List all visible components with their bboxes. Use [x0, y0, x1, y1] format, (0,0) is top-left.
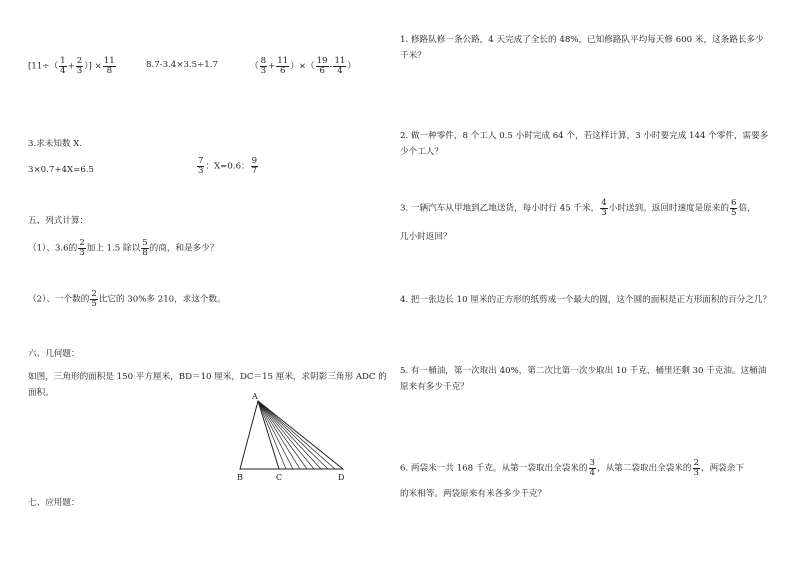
section-6-heading: 六、几何题：: [28, 349, 80, 359]
calc-expression-1: [11÷（ $\frac{1}{4}$ + $\frac{2}{3}$ ）] × $\frac{11}{8}$: [28, 56, 115, 76]
fraction: $\frac{11}{8}$: [103, 56, 115, 76]
question-5-2: （2）、一个数的 $\frac{2}{5}$ 比它的 30%多 210，求这个数。: [28, 289, 226, 309]
geometry-problem-text: 如图，三角形的面积是 150 平方厘米，BD＝10 厘米，DC＝15 厘米，求阴影三角形 ADC 的面积。: [28, 372, 387, 399]
section-5-heading: 五、列式计算：: [28, 216, 89, 226]
fraction: $\frac{6}{5}$: [731, 198, 737, 218]
section-7-heading: 七、应用题：: [28, 498, 80, 508]
question-5-1: （1）、3.6的 $\frac{2}{3}$ 加上 1.5 除以 $\frac{5}{8}$ 的商，和是多少？: [28, 238, 219, 258]
calc-expression-3: （ $\frac{8}{3}$ + $\frac{11}{6}$ ）×（ $\frac{19}{6}$ - $\frac{11}{4}$ ）: [250, 56, 356, 76]
label-b: B: [237, 473, 243, 482]
problem-3: 3. 一辆汽车从甲地到乙地送货，每小时行 45 千米， $\frac{4}{3}$ 小时送到。返回时速度是原来的 $\frac{6}{5}$ 倍，: [400, 198, 756, 218]
fraction: $\frac{3}{4}$: [589, 458, 595, 478]
fraction: $\frac{2}{3}$: [76, 56, 83, 76]
shaded-triangle-adc: [258, 401, 335, 469]
fraction: $\frac{2}{3}$: [79, 238, 85, 258]
problem-1: 1. 修路队修一条公路，4 天完成了全长的 48%，已知修路队平均每天修 600 米，这条路长多少千米？: [400, 35, 764, 62]
problem-2: 2. 做一种零件，8 个工人 0.5 小时完成 64 个，若这样计算，3 小时要完成 144 个零件，需要多少个工人？: [400, 131, 769, 158]
triangle-abd: [240, 401, 343, 469]
fraction: $\frac{19}{6}$: [316, 56, 328, 76]
fraction: $\frac{9}{7}$: [251, 156, 258, 176]
section-3-heading: 3.求未知数 X.: [28, 139, 83, 149]
fraction: $\frac{11}{6}$: [277, 56, 289, 76]
problem-4: 4. 把一张边长 10 厘米的正方形的纸剪成一个最大的圆，这个圆的面积是正方形面积的百分之几？: [400, 295, 772, 305]
label-d: D: [338, 473, 345, 482]
problem-6: 6. 两袋米一共 168 千克。从第一袋取出全袋米的 $\frac{3}{4}$ ，从第二袋取出全袋米的 $\frac{2}{3}$ ，两袋余下: [400, 458, 744, 478]
problem-6-line-2: 的米相等。两袋原来有米各多少千克？: [400, 489, 547, 499]
fraction: $\frac{7}{3}$: [198, 156, 204, 176]
triangle-figure: [228, 392, 358, 484]
fraction: $\frac{4}{3}$: [601, 198, 607, 218]
problem-3-line-2: 几小时返回？: [400, 232, 452, 242]
fraction: $\frac{2}{5}$: [91, 289, 97, 309]
fraction: $\frac{1}{4}$: [60, 56, 66, 76]
label-a: A: [252, 392, 258, 401]
equation-2: $\frac{7}{3}$ ：X=0.6： $\frac{9}{7}$: [198, 156, 258, 176]
fraction: $\frac{8}{3}$: [260, 56, 267, 76]
fraction: $\frac{11}{4}$: [334, 56, 346, 76]
fraction: $\frac{2}{3}$: [693, 458, 699, 478]
calc-expression-2: 8.7-3.4×3.5÷1.7: [146, 60, 218, 70]
fraction: $\frac{5}{8}$: [142, 238, 148, 258]
label-c: C: [276, 473, 283, 482]
equation-1: 3×0.7+4X=6.5: [28, 165, 94, 175]
problem-5: 5. 有一桶油，第一次取出 40%，第二次比第一次少取出 10 千克，桶里还剩 30 千克油。这桶油原来有多少千克？: [400, 366, 767, 393]
